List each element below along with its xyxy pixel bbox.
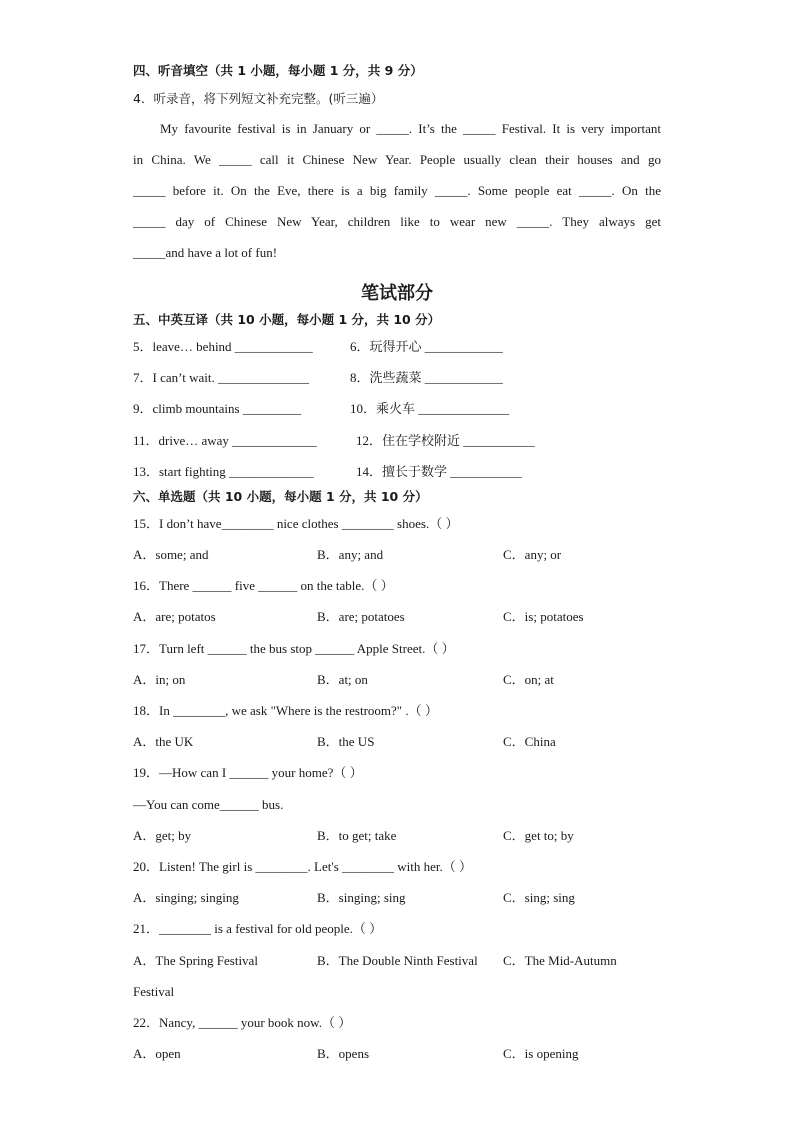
translation-item: 7．I can’t wait. ______________ [133,370,309,385]
option-a: A．The Spring Festival [133,953,258,968]
translation-item: 14．擅长于数学 ___________ [356,464,522,479]
option-c-cont: Festival [133,984,175,999]
translation-item: 6．玩得开心 ____________ [350,339,503,354]
section4-heading: 四、听音填空（共 1 小题，每小题 1 分，共 9 分） [133,63,423,78]
option-a: A．some; and [133,547,209,562]
option-b: B．The Double Ninth Festival [317,953,478,968]
option-c: C．on; at [503,672,554,687]
translation-item: 8．洗些蔬菜 ____________ [350,370,503,385]
section5-heading: 五、中英互译（共 10 小题，每小题 1 分，共 10 分） [133,312,441,327]
option-c: C．The Mid-Autumn [503,953,617,968]
option-b: B．singing; sing [317,890,406,905]
question-stem: 17．Turn left ______ the bus stop ______ Apple Street.（ ） [133,641,455,656]
option-b: B．are; potatoes [317,609,405,624]
option-a: A．the UK [133,734,194,749]
option-b: B．at; on [317,672,368,687]
option-b: B．to get; take [317,828,397,843]
option-a: A．singing; singing [133,890,239,905]
option-a: A．open [133,1046,181,1061]
question-stem: 21．________ is a festival for old people.（ ） [133,921,383,936]
translation-item: 10．乘火车 ______________ [350,401,510,416]
section6-heading: 六、单选题（共 10 小题，每小题 1 分，共 10 分） [133,489,428,504]
option-c: C．is; potatoes [503,609,584,624]
option-c: C．any; or [503,547,562,562]
option-b: B．the US [317,734,375,749]
option-c: C．sing; sing [503,890,575,905]
passage-line: in China. We _____ call it Chinese New Year. People usually clean their houses and go [133,152,661,167]
translation-item: 9．climb mountains _________ [133,401,302,416]
passage-line: _____ day of Chinese New Year, children like to wear new _____. They always get [133,214,661,229]
translation-item: 13．start fighting _____________ [133,464,314,479]
passage-line: My favourite festival is in January or _____. It’s the _____ Festival. It is very important [160,121,661,136]
translation-item: 5．leave… behind ____________ [133,339,313,354]
question-stem: 15．I don’t have________ nice clothes ________ shoes.（ ） [133,516,459,531]
passage-line: _____ before it. On the Eve, there is a big family _____. Some people eat _____. On the [133,183,661,198]
translation-item: 12．住在学校附近 ___________ [356,433,535,448]
question-stem: 18．In ________, we ask "Where is the restroom?" .（ ） [133,703,438,718]
option-c: C．get to; by [503,828,574,843]
question-4: 4．听录音，将下列短文补充完整。(听三遍） [133,91,384,106]
option-c: C．is opening [503,1046,579,1061]
option-c: C．China [503,734,556,749]
question-stem: 16．There ______ five ______ on the table.（ ） [133,578,394,593]
option-b: B．opens [317,1046,370,1061]
question-stem: 20．Listen! The girl is ________. Let's ________ with her.（ ） [133,859,472,874]
option-a: A．get; by [133,828,192,843]
written-part-title: 笔试部分 [361,283,433,304]
question-stem: 19．—How can I ______ your home?（ ） [133,765,363,780]
option-a: A．are; potatos [133,609,216,624]
option-a: A．in; on [133,672,186,687]
question-stem: 22．Nancy, ______ your book now.（ ） [133,1015,352,1030]
question-stem-cont: —You can come______ bus. [133,797,284,812]
passage-line: _____and have a lot of fun! [133,245,278,260]
option-b: B．any; and [317,547,384,562]
translation-item: 11．drive… away _____________ [133,433,317,448]
